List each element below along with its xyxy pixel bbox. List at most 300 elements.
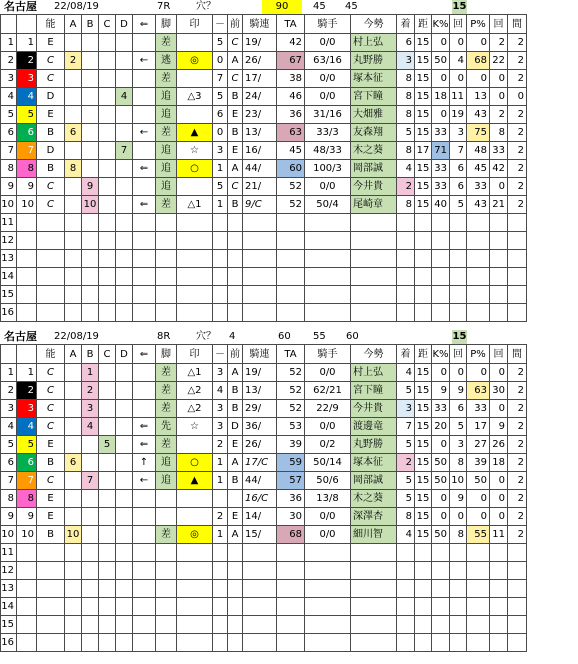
table-row[interactable]: [1, 88, 527, 106]
k-percent-cell: 50: [432, 526, 450, 544]
kai-count-cell: [450, 214, 467, 232]
rating-b-cell: [82, 562, 99, 580]
blank-row: [1, 598, 527, 616]
rating-c-cell: [99, 454, 116, 472]
finish-cell: 5: [397, 436, 415, 454]
horse-number-cell: 7: [1, 142, 17, 160]
rating-d-cell: [116, 214, 133, 232]
distance-cell: [415, 304, 432, 322]
rating-d-cell: [116, 52, 133, 70]
minus-value-cell: [213, 250, 228, 268]
column-header-interval: 間: [508, 15, 527, 34]
rating-c-cell: [99, 526, 116, 544]
rating-d-cell: [116, 472, 133, 490]
trend-arrow-cell: ←: [133, 124, 156, 142]
forward-grade-cell: E: [228, 508, 243, 526]
rating-d-cell: [116, 232, 133, 250]
prediction-mark-cell: [177, 70, 213, 88]
running-style-cell: 差: [156, 196, 177, 214]
top-score-1: 45: [313, 1, 326, 12]
ta-value-cell: [277, 286, 305, 304]
jockey-record-cell: 48/33: [305, 142, 351, 160]
horse-number-cell: 7: [1, 472, 17, 490]
rating-d-cell: [116, 286, 133, 304]
jockey-name-cell: [351, 544, 397, 562]
minus-value-cell: 7: [213, 70, 228, 88]
ability-grade-cell: E: [37, 34, 65, 52]
k-percent-cell: 18: [432, 88, 450, 106]
minus-value-cell: [213, 562, 228, 580]
kai-count-cell: [450, 562, 467, 580]
finish-cell: 8: [397, 142, 415, 160]
table-row[interactable]: [1, 508, 527, 526]
finish-cell: 3: [397, 52, 415, 70]
minus-value-cell: 5: [213, 178, 228, 196]
prediction-mark-cell: ☆: [177, 418, 213, 436]
table-row[interactable]: [1, 34, 527, 52]
rating-d-cell: [116, 304, 133, 322]
rating-d-cell: 4: [116, 88, 133, 106]
table-row[interactable]: [1, 490, 527, 508]
ability-grade-cell: [37, 232, 65, 250]
ability-grade-cell: [37, 286, 65, 304]
prediction-mark-cell: [177, 508, 213, 526]
interval-cell: 2: [508, 106, 527, 124]
trend-arrow-cell: ⇐: [133, 196, 156, 214]
kai-count-cell: [450, 304, 467, 322]
ta-value-cell: 45: [277, 142, 305, 160]
finish-cell: 4: [397, 364, 415, 382]
trend-arrow-cell: [133, 616, 156, 634]
prediction-mark-cell: ▲: [177, 124, 213, 142]
ta-value-cell: 52: [277, 400, 305, 418]
running-style-cell: [156, 214, 177, 232]
jockey-record-cell: 50/6: [305, 472, 351, 490]
column-header-trend-arrow: ⇐: [133, 15, 156, 34]
running-style-cell: 追: [156, 454, 177, 472]
jockey-name-cell: 丸野勝: [351, 436, 397, 454]
kai-count-2-cell: 0: [490, 88, 508, 106]
rating-c-cell: [99, 160, 116, 178]
minus-value-cell: 5: [213, 88, 228, 106]
p-percent-cell: 0: [467, 508, 490, 526]
kai-count-2-cell: 0: [490, 178, 508, 196]
rating-d-cell: [116, 490, 133, 508]
jockey-combo-cell: 24/: [243, 88, 277, 106]
trend-arrow-cell: [133, 106, 156, 124]
rating-c-cell: [99, 268, 116, 286]
frame-number-cell: 5: [17, 106, 37, 124]
rating-a-cell: 6: [65, 124, 82, 142]
rating-b-cell: [82, 142, 99, 160]
distance-cell: [415, 286, 432, 304]
finish-cell: 5: [397, 124, 415, 142]
kai-count-cell: 8: [450, 526, 467, 544]
table-row[interactable]: [1, 364, 527, 382]
jockey-combo-cell: 19/: [243, 364, 277, 382]
finish-cell: 3: [397, 400, 415, 418]
forward-grade-cell: B: [228, 124, 243, 142]
race-number: 7R: [157, 1, 171, 12]
trend-arrow-cell: [133, 364, 156, 382]
finish-cell: [397, 250, 415, 268]
interval-cell: [508, 268, 527, 286]
header-value-2: 60: [278, 331, 291, 342]
interval-cell: 2: [508, 508, 527, 526]
table-row[interactable]: [1, 70, 527, 88]
finish-cell: [397, 232, 415, 250]
jockey-record-cell: 0/0: [305, 526, 351, 544]
trend-arrow-cell: [133, 286, 156, 304]
frame-number-cell: [17, 250, 37, 268]
frame-number-cell: [17, 544, 37, 562]
running-style-cell: [156, 286, 177, 304]
rating-d-cell: [116, 418, 133, 436]
ability-grade-cell: [37, 562, 65, 580]
ta-value-cell: 42: [277, 34, 305, 52]
rating-b-cell: 1: [82, 364, 99, 382]
table-row[interactable]: [1, 142, 527, 160]
forward-grade-cell: [228, 304, 243, 322]
ta-value-cell: 52: [277, 178, 305, 196]
prediction-mark-cell: △1: [177, 364, 213, 382]
table-row[interactable]: [1, 124, 527, 142]
jockey-name-cell: 塚本征: [351, 70, 397, 88]
ability-grade-cell: [37, 598, 65, 616]
rating-b-cell: 2: [82, 382, 99, 400]
jockey-name-cell: 木之葵: [351, 142, 397, 160]
frame-number-cell: 3: [17, 400, 37, 418]
jockey-name-cell: 今井貴: [351, 400, 397, 418]
frame-number-cell: [17, 304, 37, 322]
p-percent-cell: 45: [467, 160, 490, 178]
jockey-record-cell: 100/3: [305, 160, 351, 178]
rating-a-cell: [65, 88, 82, 106]
table-row[interactable]: [1, 52, 527, 70]
k-percent-cell: 9: [432, 382, 450, 400]
forward-grade-cell: [228, 232, 243, 250]
table-row[interactable]: [1, 160, 527, 178]
forward-grade-cell: [228, 634, 243, 652]
table-row[interactable]: [1, 472, 527, 490]
rating-c-cell: [99, 400, 116, 418]
finish-cell: 4: [397, 526, 415, 544]
kai-count-2-cell: 33: [490, 142, 508, 160]
distance-cell: [415, 562, 432, 580]
interval-cell: 2: [508, 70, 527, 88]
forward-grade-cell: [228, 286, 243, 304]
p-percent-cell: 17: [467, 418, 490, 436]
rating-c-cell: [99, 34, 116, 52]
rating-b-cell: [82, 580, 99, 598]
blank-row: [1, 214, 527, 232]
rating-a-cell: 2: [65, 52, 82, 70]
rating-d-cell: [116, 400, 133, 418]
jockey-combo-cell: 26/: [243, 436, 277, 454]
p-percent-cell: [467, 562, 490, 580]
frame-number-cell: [17, 598, 37, 616]
forward-grade-cell: [228, 598, 243, 616]
blank-row: [1, 562, 527, 580]
p-percent-cell: 27: [467, 436, 490, 454]
minus-value-cell: 0: [213, 124, 228, 142]
running-style-cell: [156, 634, 177, 652]
distance-cell: 15: [415, 70, 432, 88]
finish-cell: [397, 580, 415, 598]
rating-c-cell: [99, 142, 116, 160]
kai-count-2-cell: 22: [490, 52, 508, 70]
rating-d-cell: [116, 250, 133, 268]
jockey-record-cell: 0/0: [305, 364, 351, 382]
interval-cell: 0: [508, 88, 527, 106]
rating-b-cell: [82, 88, 99, 106]
running-style-cell: 先: [156, 418, 177, 436]
interval-cell: [508, 598, 527, 616]
top-score-box: 90: [262, 0, 302, 14]
forward-grade-cell: A: [228, 52, 243, 70]
table-row[interactable]: [1, 436, 527, 454]
trend-arrow-cell: ←: [133, 472, 156, 490]
horse-number-cell: 8: [1, 490, 17, 508]
rating-a-cell: [65, 250, 82, 268]
jockey-combo-cell: 26/: [243, 52, 277, 70]
frame-number-cell: 5: [17, 436, 37, 454]
ta-value-cell: 60: [277, 160, 305, 178]
p-percent-cell: 33: [467, 400, 490, 418]
race-header: [0, 330, 578, 344]
jockey-name-cell: 渡邊竜: [351, 418, 397, 436]
distance-cell: [415, 250, 432, 268]
p-percent-cell: [467, 286, 490, 304]
p-percent-cell: [467, 598, 490, 616]
ta-value-cell: 46: [277, 88, 305, 106]
rating-a-cell: 8: [65, 160, 82, 178]
rating-b-cell: [82, 124, 99, 142]
forward-grade-cell: A: [228, 160, 243, 178]
venue-label: 名古屋: [4, 330, 37, 343]
column-header-prediction-mark: 印: [177, 345, 213, 364]
minus-value-cell: 3: [213, 364, 228, 382]
column-header-kai-count: 回: [450, 15, 467, 34]
rating-a-cell: [65, 286, 82, 304]
rating-d-cell: [116, 508, 133, 526]
race-table: [0, 344, 527, 652]
horse-number-cell: 2: [1, 52, 17, 70]
jockey-combo-cell: [243, 562, 277, 580]
frame-number-cell: [17, 562, 37, 580]
k-percent-cell: 50: [432, 454, 450, 472]
running-style-cell: 追: [156, 472, 177, 490]
k-percent-cell: [432, 634, 450, 652]
table-row[interactable]: [1, 106, 527, 124]
horse-number-cell: 13: [1, 580, 17, 598]
k-percent-cell: 0: [432, 34, 450, 52]
table-row[interactable]: [1, 418, 527, 436]
jockey-record-cell: [305, 580, 351, 598]
prediction-mark-cell: [177, 634, 213, 652]
rating-a-cell: [65, 418, 82, 436]
interval-cell: [508, 286, 527, 304]
kai-count-cell: 6: [450, 400, 467, 418]
rating-b-cell: [82, 304, 99, 322]
rating-a-cell: [65, 178, 82, 196]
rating-c-cell: [99, 88, 116, 106]
kai-count-2-cell: 0: [490, 400, 508, 418]
prediction-mark-cell: [177, 214, 213, 232]
k-percent-cell: 0: [432, 490, 450, 508]
column-header-distance: 距: [415, 345, 432, 364]
distance-cell: 15: [415, 88, 432, 106]
column-header-jockey-combo: 騎連: [243, 15, 277, 34]
jockey-name-cell: [351, 304, 397, 322]
horse-number-cell: 5: [1, 436, 17, 454]
rating-b-cell: [82, 286, 99, 304]
prediction-mark-cell: ☆: [177, 142, 213, 160]
jockey-name-cell: 村上弘: [351, 34, 397, 52]
ability-grade-cell: E: [37, 436, 65, 454]
column-header-horse-number: [1, 15, 17, 34]
jockey-combo-cell: 16/C: [243, 490, 277, 508]
k-percent-cell: 50: [432, 472, 450, 490]
horse-number-cell: 15: [1, 286, 17, 304]
p-percent-cell: [467, 634, 490, 652]
minus-value-cell: [213, 286, 228, 304]
prediction-mark-cell: ○: [177, 160, 213, 178]
minus-value-cell: [213, 214, 228, 232]
trend-arrow-cell: [133, 304, 156, 322]
distance-cell: [415, 580, 432, 598]
table-row[interactable]: [1, 178, 527, 196]
ta-value-cell: 57: [277, 472, 305, 490]
forward-grade-cell: B: [228, 400, 243, 418]
forward-grade-cell: [228, 490, 243, 508]
prediction-mark-cell: [177, 598, 213, 616]
rating-d-cell: [116, 526, 133, 544]
prediction-mark-cell: [177, 580, 213, 598]
rating-b-cell: [82, 526, 99, 544]
rating-a-cell: [65, 268, 82, 286]
ta-value-cell: [277, 544, 305, 562]
rating-a-cell: [65, 616, 82, 634]
finish-cell: 2: [397, 178, 415, 196]
table-row[interactable]: [1, 400, 527, 418]
distance-cell: 15: [415, 160, 432, 178]
rating-d-cell: [116, 544, 133, 562]
kai-count-cell: 4: [450, 52, 467, 70]
ability-grade-cell: B: [37, 124, 65, 142]
k-percent-cell: 50: [432, 52, 450, 70]
rating-d-cell: [116, 454, 133, 472]
interval-cell: 2: [508, 400, 527, 418]
horse-number-cell: 10: [1, 526, 17, 544]
prediction-mark-cell: △1: [177, 196, 213, 214]
frame-number-cell: 8: [17, 160, 37, 178]
interval-cell: 2: [508, 418, 527, 436]
k-percent-cell: [432, 304, 450, 322]
jockey-name-cell: 友森翔: [351, 124, 397, 142]
column-header-prediction-mark: 印: [177, 15, 213, 34]
frame-number-cell: 7: [17, 142, 37, 160]
k-percent-cell: [432, 580, 450, 598]
running-style-cell: [156, 580, 177, 598]
frame-number-cell: [17, 634, 37, 652]
forward-grade-cell: [228, 580, 243, 598]
kai-count-2-cell: [490, 232, 508, 250]
jockey-record-cell: [305, 304, 351, 322]
table-row[interactable]: [1, 196, 527, 214]
column-header-rating-b: B: [82, 15, 99, 34]
interval-cell: 2: [508, 454, 527, 472]
trend-arrow-cell: [133, 598, 156, 616]
ability-grade-cell: [37, 268, 65, 286]
trend-arrow-cell: [133, 382, 156, 400]
rating-d-cell: [116, 124, 133, 142]
prediction-mark-cell: [177, 436, 213, 454]
p-percent-cell: 0: [467, 70, 490, 88]
distance-cell: [415, 616, 432, 634]
race-date: 22/08/19: [54, 1, 99, 12]
column-header-k-percent: K%: [432, 345, 450, 364]
column-header-jockey-name: 今勢: [351, 15, 397, 34]
k-percent-cell: 0: [432, 70, 450, 88]
forward-grade-cell: C: [228, 178, 243, 196]
jockey-combo-cell: [243, 214, 277, 232]
kai-count-2-cell: 26: [490, 436, 508, 454]
running-style-cell: 差: [156, 400, 177, 418]
rating-a-cell: [65, 400, 82, 418]
rating-d-cell: [116, 616, 133, 634]
frame-number-cell: [17, 580, 37, 598]
ability-grade-cell: C: [37, 52, 65, 70]
running-style-cell: [156, 544, 177, 562]
rating-a-cell: [65, 214, 82, 232]
blank-row: [1, 268, 527, 286]
minus-value-cell: [213, 490, 228, 508]
rating-d-cell: [116, 562, 133, 580]
trend-arrow-cell: ⇐: [133, 436, 156, 454]
ta-value-cell: 68: [277, 526, 305, 544]
kai-count-2-cell: 9: [490, 418, 508, 436]
running-style-cell: 差: [156, 124, 177, 142]
running-style-cell: [156, 268, 177, 286]
kai-count-cell: 0: [450, 70, 467, 88]
ta-value-cell: [277, 634, 305, 652]
rating-a-cell: [65, 196, 82, 214]
rating-b-cell: [82, 544, 99, 562]
horse-number-cell: 4: [1, 88, 17, 106]
rating-b-cell: [82, 106, 99, 124]
k-percent-cell: 0: [432, 106, 450, 124]
rating-a-cell: 6: [65, 454, 82, 472]
ability-grade-cell: E: [37, 508, 65, 526]
rating-c-cell: [99, 250, 116, 268]
distance-cell: 15: [415, 400, 432, 418]
jockey-name-cell: [351, 232, 397, 250]
column-header-ta-value: TA: [277, 345, 305, 364]
running-style-cell: 追: [156, 106, 177, 124]
jockey-name-cell: 丸野勝: [351, 52, 397, 70]
rating-b-cell: [82, 160, 99, 178]
table-row[interactable]: [1, 382, 527, 400]
horse-number-cell: 1: [1, 364, 17, 382]
finish-cell: [397, 634, 415, 652]
p-percent-cell: 75: [467, 124, 490, 142]
table-row[interactable]: [1, 454, 527, 472]
table-row[interactable]: [1, 526, 527, 544]
distance-cell: 15: [415, 418, 432, 436]
finish-cell: 5: [397, 472, 415, 490]
jockey-record-cell: 63/16: [305, 52, 351, 70]
